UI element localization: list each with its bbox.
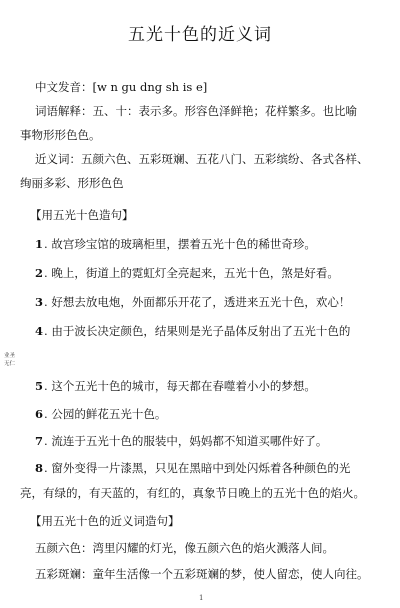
sentence-8-continued: 亮，有绿的，有天蓝的，有红的，真象节日晚上的五光十色的焰火。 — [20, 486, 365, 500]
sentence-text: . 晚上，街道上的霓虹灯全亮起来，五光十色，煞是好看。 — [44, 266, 339, 280]
sentence-3 — [35, 295, 350, 309]
side-note-1: 业圣 — [4, 353, 16, 359]
sentence-number: 2 — [35, 266, 44, 280]
sentence-number: 1 — [35, 237, 44, 251]
section-heading-synonym-sentences: 【用五光十色的近义词造句】 — [30, 514, 180, 528]
meaning-line-2: 事物形形色色。 — [20, 128, 101, 142]
section-heading-sentences: 【用五光十色造句】 — [30, 208, 134, 222]
sentence-number: 5 — [35, 379, 44, 393]
sentence-number: 7 — [35, 434, 44, 448]
sentence-text: . 故宫珍宝馆的玻璃柜里，摆着五光十色的稀世奇珍。 — [44, 237, 316, 251]
synonyms-line-1: 近义词：五颜六色、五彩斑斓、五花八门、五彩缤纷、各式各样、 — [35, 152, 369, 166]
sentence-4 — [35, 324, 350, 338]
sentence-text: . 流连于五光十色的服装中，妈妈都不知道买哪件好了。 — [44, 434, 328, 448]
side-note-2: 无仁 — [4, 361, 16, 367]
page-number: 1 — [199, 594, 204, 602]
sentence-1 — [35, 237, 316, 251]
sentence-number: 8 — [35, 461, 44, 475]
sentence-text: . 窗外变得一片漆黑，只见在黑暗中到处闪烁着各种颜色的光 — [44, 461, 351, 475]
pinyin-line: 中文发音：[w n gu dng sh is e] — [35, 80, 208, 94]
meaning-line-1: 词语解释：五、十：表示多。形容色泽鲜艳；花样繁多。也比喻 — [35, 104, 357, 118]
synonyms-line-2: 绚丽多彩、形形色色 — [20, 176, 124, 190]
sentence-number: 4 — [35, 324, 44, 338]
sentence-number: 3 — [35, 295, 44, 309]
page-title: 五光十色的近义词 — [128, 25, 272, 45]
sentence-2 — [35, 266, 339, 280]
synonym-sentence-2: 五彩斑斓：童年生活像一个五彩斑斓的梦，使人留恋，使人向往。 — [35, 567, 369, 581]
sentence-number: 6 — [35, 407, 44, 421]
sentence-text: . 好想去放电炮，外面都乐开花了，透进来五光十色，欢心！ — [44, 295, 351, 309]
sentence-6 — [35, 407, 166, 421]
sentence-5 — [35, 379, 316, 393]
sentence-8 — [35, 461, 350, 475]
synonym-sentence-1: 五颜六色：湾里闪耀的灯光，像五颜六色的焰火溅落人间。 — [35, 541, 334, 555]
sentence-text: . 这个五光十色的城市，每天都在春噬着小小的梦想。 — [44, 379, 316, 393]
sentence-text: . 由于波长决定颜色，结果则是光子晶体反射出了五光十色的 — [44, 324, 351, 338]
sentence-7 — [35, 434, 327, 448]
sentence-text: . 公园的鲜花五光十色。 — [44, 407, 167, 421]
